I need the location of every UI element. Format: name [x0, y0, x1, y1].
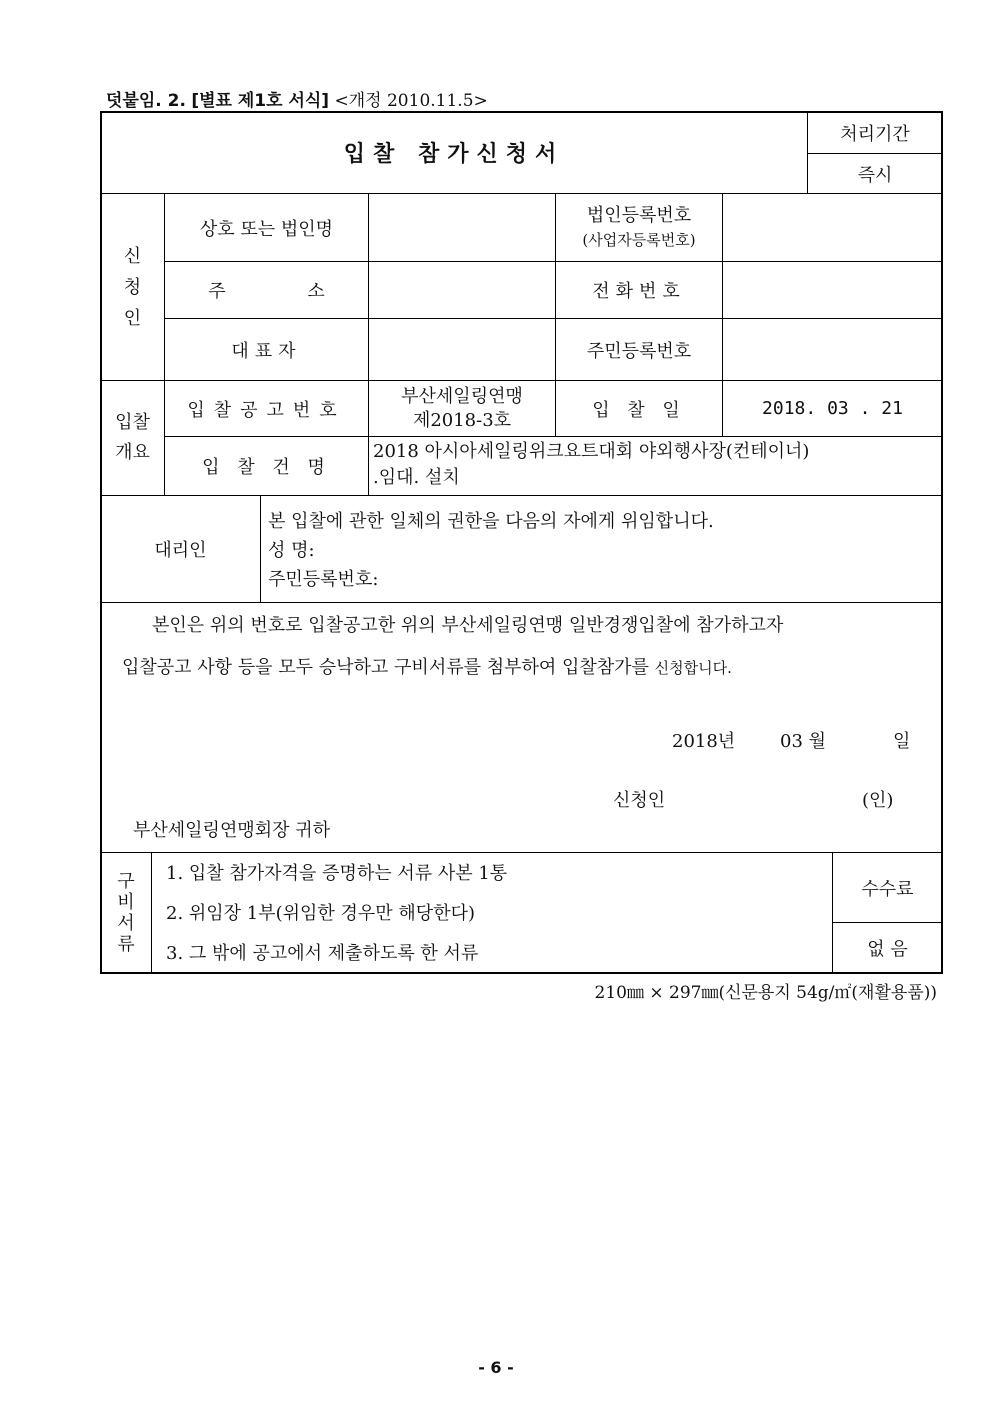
phone-label: 전화번호	[592, 281, 686, 302]
representative-label: 대표자	[231, 340, 302, 362]
corp-reg-no-field[interactable]	[723, 194, 942, 261]
revision-note: <개정 2010.11.5>	[334, 91, 488, 111]
resident-no-field[interactable]	[723, 319, 942, 380]
resident-no-label: 주민등록번호	[586, 340, 692, 362]
form-title: 입찰 참가신청서	[343, 141, 565, 167]
address-field[interactable]	[369, 262, 555, 318]
document-item-3: 3. 그 밖에 공고에서 제출하도록 한 서류	[166, 943, 479, 964]
paper-spec: 210㎜ × 297㎜(신문용지 54g/㎡(재활용품))	[594, 983, 937, 1003]
attachment-label: 덧붙임. 2.	[106, 91, 186, 111]
page-number: - 6 -	[478, 1358, 514, 1377]
bid-name-value: 2018 아시아세일링위크요트대회 야외행사장(컨테이너) .임대. 설치	[373, 441, 810, 488]
bid-date-label: 입 찰 일	[592, 399, 686, 421]
phone-field[interactable]	[723, 262, 942, 318]
company-name-field[interactable]	[369, 194, 555, 261]
processing-period-value: 즉시	[857, 164, 893, 186]
document-item-2: 2. 위임장 1부(위임한 경우만 해당한다)	[166, 903, 475, 924]
notice-no-label: 입찰공고번호	[187, 399, 346, 421]
bid-name-label: 입 찰 건 명	[202, 457, 331, 478]
sign-month: 03 월	[780, 731, 827, 752]
seal-mark: (인)	[862, 790, 894, 811]
documents-section-label: 구 비 서 류	[117, 871, 135, 955]
form-header	[106, 86, 488, 111]
fee-label: 수수료	[861, 878, 914, 900]
company-name-label: 상호 또는 법인명	[199, 218, 334, 240]
representative-field[interactable]	[369, 319, 555, 380]
overview-section-label: 입찰 개요	[115, 412, 150, 463]
form-number: [별표 제1호 서식]	[191, 91, 330, 111]
recipient: 부산세일링연맹회장 귀하	[133, 820, 330, 841]
fee-value: 없 음	[867, 939, 908, 960]
agent-statement: 본 입찰에 관한 일체의 권한을 다음의 자에게 위임합니다. 성 명: 주민등록번호:	[268, 511, 714, 590]
corp-reg-no-label: 법인등록번호 (사업자등록번호)	[582, 204, 696, 249]
applicant-sign-label: 신청인	[613, 790, 666, 811]
declaration-line-2: 입찰공고 사항 등을 모두 승낙하고 구비서류를 첨부하여 입찰참가를 신청합니다.	[122, 657, 732, 678]
sign-year: 2018년	[672, 731, 736, 752]
processing-period-label: 처리기간	[840, 123, 910, 145]
bid-date-value: 2018. 03 . 21	[762, 398, 903, 419]
notice-no-value: 부산세일링연맹 제2018-3호	[401, 385, 523, 431]
declaration-line-1: 본인은 위의 번호로 입찰공고한 위의 부산세일링연맹 일반경쟁입찰에 참가하고자	[152, 615, 784, 636]
applicant-section-label: 신 청 인	[123, 245, 142, 329]
document-item-1: 1. 입찰 참가자격을 증명하는 서류 사본 1통	[166, 863, 508, 884]
address-label: 주 소	[208, 281, 363, 302]
sign-day: 일	[893, 731, 911, 752]
agent-label: 대리인	[154, 540, 207, 561]
